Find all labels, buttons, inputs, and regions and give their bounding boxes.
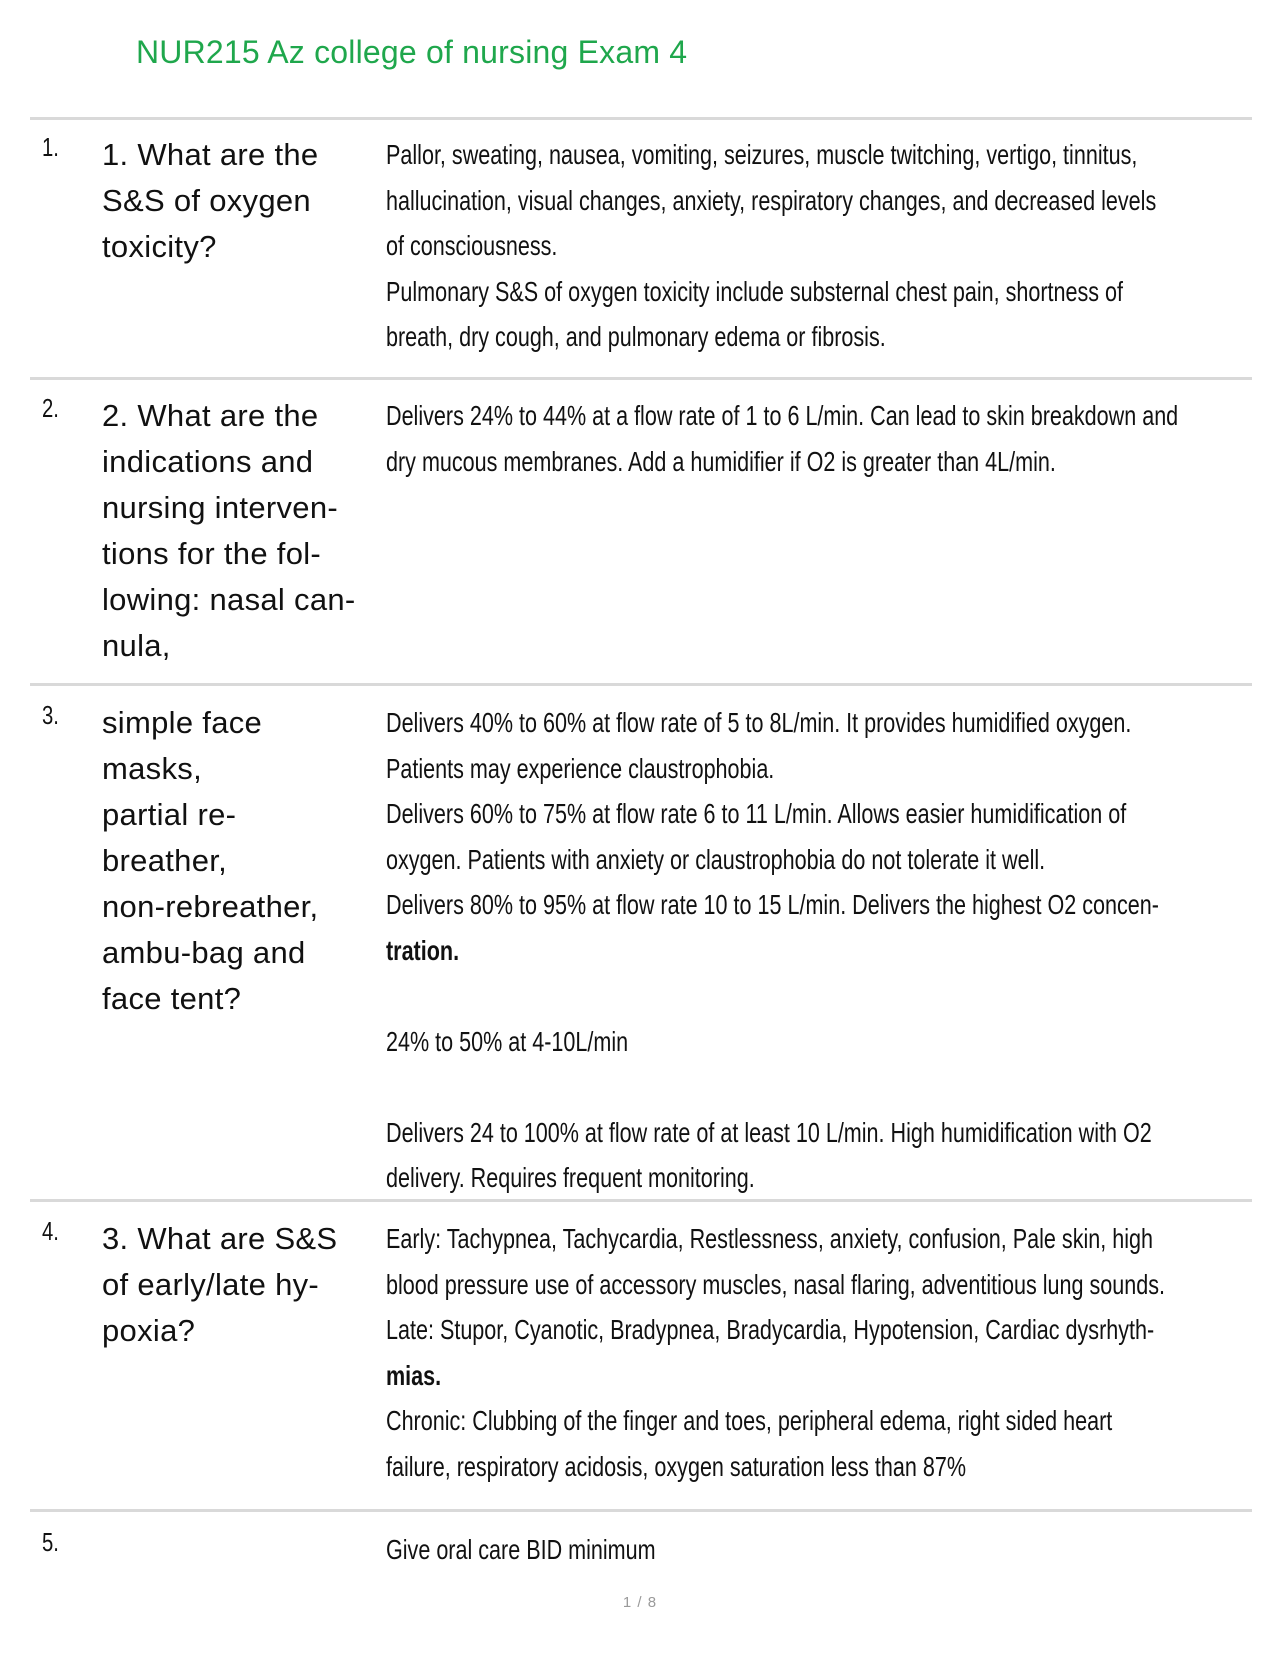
question-term: 2. What are the indications and nursing interven- tions for the fol- lowing: nasal can- nula, [102,398,356,663]
question-term: simple face masks, partial re- breather, non-rebreather, ambu-bag and face tent? [102,705,319,1016]
row-number: 4. [42,1216,59,1246]
answer-definition: Delivers 24% to 44% at a flow rate of 1 to 6 L/min. Can lead to skin breakdown and dry mucous membranes. Add a humidifier if O2 is greater than 4L/min. [386,400,1179,477]
question-term: 1. What are the S&S of oxygen toxicity? [102,137,319,264]
row-number: 3. [42,700,59,730]
answer-definition: Give oral care BID minimum [386,1534,656,1565]
row-number: 2. [42,393,59,423]
divider [30,683,1252,686]
divider [30,1509,1252,1512]
question-term: 3. What are S&S of early/late hy- poxia? [102,1221,338,1348]
row-number: 1. [42,132,59,162]
page-number: 1 / 8 [622,1594,658,1611]
answer-definition: Delivers 40% to 60% at flow rate of 5 to 8L/min. It provides humidified oxygen. Patients may experience claustrophobia. Delivers 60% to 75% at flow rate 6 to 11 L/min. Allows easier humidification of oxygen. Patients with anxiety or claustrophobia do not tolerate it well. Delivers 80% to 95% at flow rate 10 to 15 L/min. Delivers the highest O2 concen- tration. 24% to 50% at 4-10L/min Delivers 24 to 100% at flow rate of at least 10 L/min. High humidification with O2 delivery. Requires frequent monitoring. [386,707,1159,1193]
divider [30,1199,1252,1202]
document-title: NUR215 Az college of nursing Exam 4 [136,34,688,70]
divider [30,117,1252,120]
row-number: 5. [42,1527,59,1557]
divider [30,377,1252,380]
answer-definition: Pallor, sweating, nausea, vomiting, seizures, muscle twitching, vertigo, tinnitus, hallucination, visual changes, anxiety, respiratory changes, and decreased levels of consciousness. Pulmonary S&S of oxygen toxicity include substernal chest pain, shortness of breath, dry cough, and pulmonary edema or fibrosis. [386,139,1157,352]
answer-definition: Early: Tachypnea, Tachycardia, Restlessness, anxiety, confusion, Pale skin, high blood pressure use of accessory muscles, nasal flaring, adventitious lung sounds. Late: Stupor, Cyanotic, Bradypnea, Bradycardia, Hypotension, Cardiac dysrhyth- mias. Chronic: Clubbing of the finger and toes, peripheral edema, right sided heart failure, respiratory acidosis, oxygen saturation less than 87% [386,1223,1165,1482]
